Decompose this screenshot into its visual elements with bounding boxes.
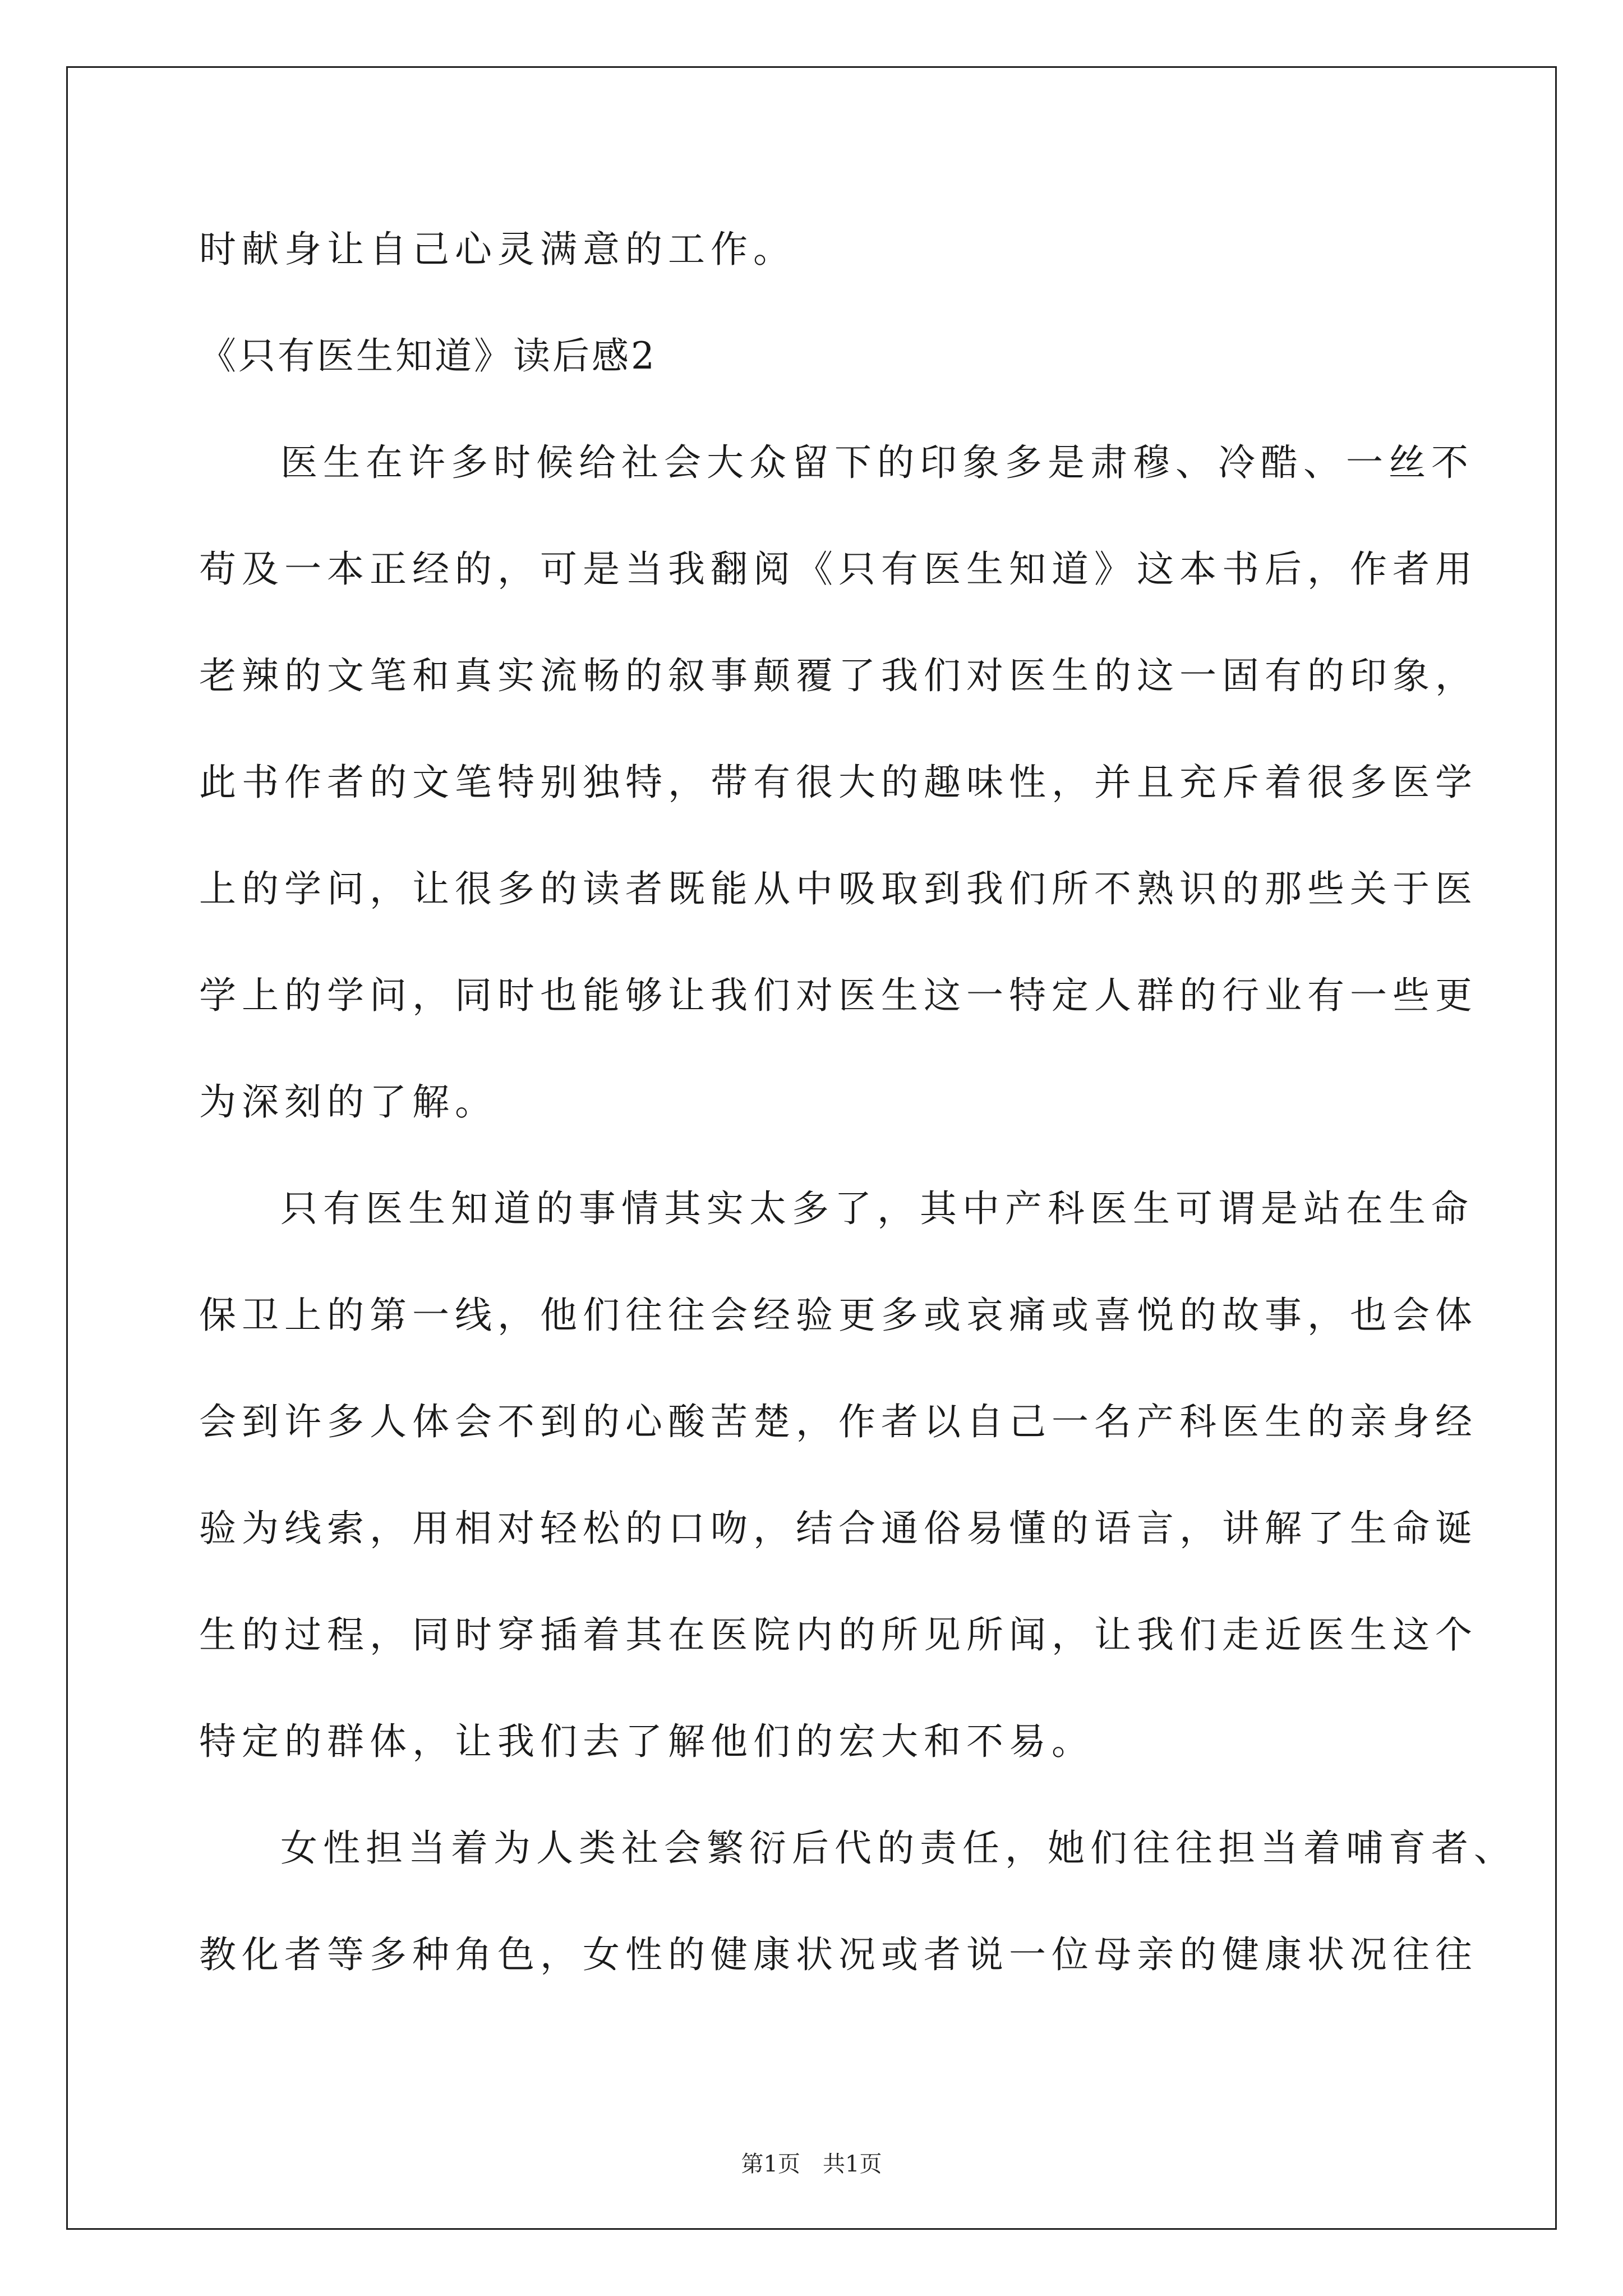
text-line: 验为线索，用相对轻松的口吻，结合通俗易懂的语言，讲解了生命诞 <box>199 1507 1478 1550</box>
page-number-footer: 第1页 共1页 <box>741 2151 882 2177</box>
text-line: 女性担当着为人类社会繁衍后代的责任，她们往往担当着哺育者、 <box>280 1826 1516 1870</box>
text-line: 老辣的文笔和真实流畅的叙事颠覆了我们对医生的这一固有的印象， <box>199 654 1478 697</box>
text-line: 为深刻的了解。 <box>199 1080 497 1124</box>
text-line: 特定的群体，让我们去了解他们的宏大和不易。 <box>199 1720 1094 1763</box>
text-line: 医生在许多时候给社会大众留下的印象多是肃穆、冷酷、一丝不 <box>280 441 1474 484</box>
text-line: 保卫上的第一线，他们往往会经验更多或哀痛或喜悦的故事，也会体 <box>199 1294 1478 1337</box>
text-line: 会到许多人体会不到的心酸苦楚，作者以自己一名产科医生的亲身经 <box>199 1400 1478 1443</box>
text-line: 只有医生知道的事情其实太多了，其中产科医生可谓是站在生命 <box>280 1187 1474 1230</box>
page-border <box>66 66 1557 2230</box>
section-heading: 《只有医生知道》读后感2 <box>199 334 657 378</box>
text-line: 时献身让自己心灵满意的工作。 <box>199 228 796 271</box>
text-line: 上的学问，让很多的读者既能从中吸取到我们所不熟识的那些关于医 <box>199 867 1478 910</box>
text-line: 学上的学问，同时也能够让我们对医生这一特定人群的行业有一些更 <box>199 974 1478 1017</box>
text-line: 苟及一本正经的，可是当我翻阅《只有医生知道》这本书后，作者用 <box>199 547 1478 591</box>
text-line: 此书作者的文笔特别独特，带有很大的趣味性，并且充斥着很多医学 <box>199 761 1478 804</box>
text-line: 生的过程，同时穿插着其在医院内的所见所闻，让我们走近医生这个 <box>199 1613 1478 1657</box>
text-line: 教化者等多种角色，女性的健康状况或者说一位母亲的健康状况往往 <box>199 1933 1478 1976</box>
